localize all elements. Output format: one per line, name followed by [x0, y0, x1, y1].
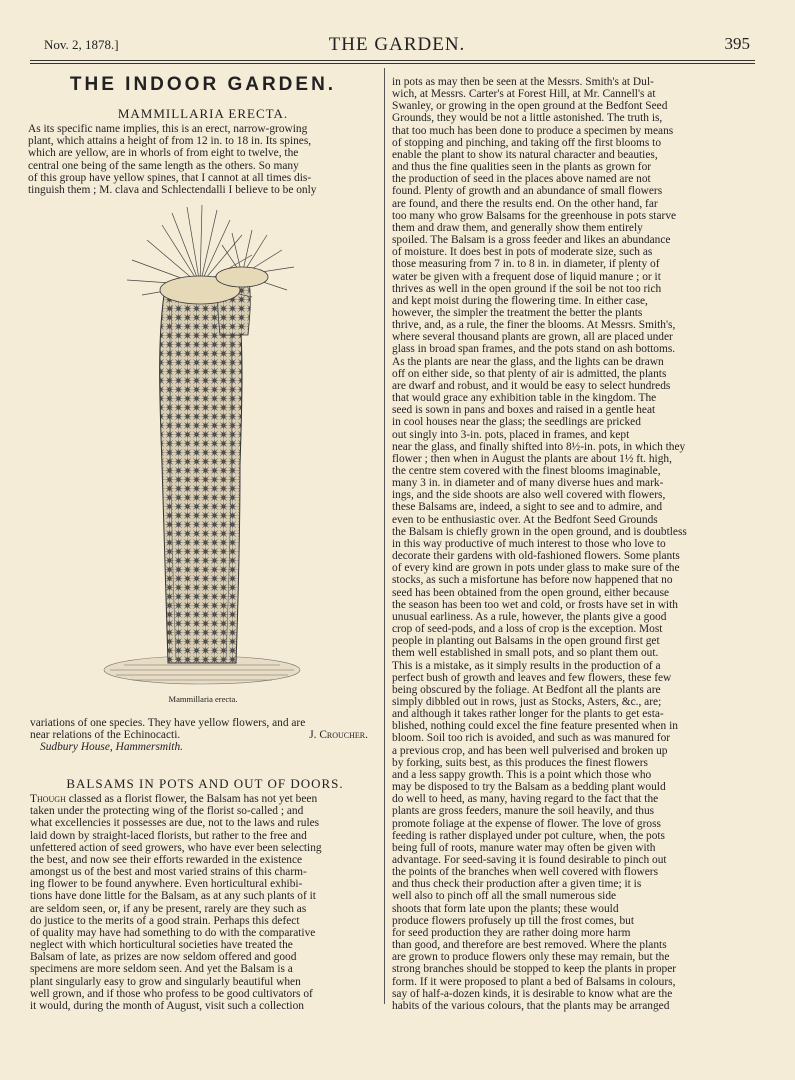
body-line: what excellencies it possesses are due, not to the laws and rules — [30, 817, 320, 830]
article-mammillaria-end — [30, 717, 378, 753]
body-line: and kept moist during the flowering time. In either case, — [392, 294, 648, 307]
body-line: amongst us of the best and most varied strains of this charm- — [30, 866, 307, 879]
body-line: near relations of the Echinocacti. — [30, 729, 181, 742]
body-line: Swanley, or growing in the open ground at the Bedfont Seed — [392, 100, 668, 113]
body-line: the season has been too wet and cold, or frosts have set in with — [392, 598, 678, 611]
body-line: simply dibbled out in rows, just as Stocks, Asters, &c., are; — [392, 695, 662, 708]
body-line: do justice to the merits of a good strain. Perhaps this defect — [30, 914, 300, 927]
body-line: than good, and therefore are best removed. Where the plants — [392, 939, 667, 952]
body-line: plant singularly easy to grow and singularly beautiful when — [30, 975, 301, 988]
body-line: strong branches should be stopped to keep the plants in proper — [392, 963, 677, 976]
body-line: crop of seed-pods, and a loss of crop is the exception. Most — [392, 623, 663, 636]
body-line: that too much has been done to produce a specimen by means — [392, 124, 674, 137]
body-line: variations of one species. They have yellow flowers, and are — [30, 717, 306, 729]
article-heading: BALSAMS IN POTS AND OUT OF DOORS. — [66, 776, 344, 791]
body-line: decorate their gardens with old-fashioned flowers. Some plants — [392, 550, 680, 563]
page-header — [44, 34, 750, 58]
body-line: well also to pinch off all the small numerous side — [392, 890, 617, 903]
body-line: may be disposed to try the Balsam as a bedding plant would — [392, 781, 666, 794]
body-line: well grown, and if those who profess to be good cultivators of — [30, 987, 313, 1000]
body-line: the points of the branches when well covered with flowers — [392, 866, 659, 879]
body-line: wich, at Messrs. Carter's at Forest Hill, at Mr. Cannell's at — [392, 88, 656, 101]
body-line: a previous crop, and has been well pulverised and broken up — [392, 744, 668, 757]
body-line: spoiled. The Balsam is a gross feeder and likes an abundance — [392, 234, 671, 247]
body-line: them well established in small pots, and so plant them out. — [392, 647, 659, 660]
body-line: bloom. Soil too rich is avoided, and such as was manured for — [392, 732, 671, 745]
body-line: are found, and there the results end. On the other hand, far — [392, 197, 658, 210]
body-line: unfettered action of seed growers, who have ever been selecting — [30, 841, 322, 854]
body-line: the best, and now see their efforts rewarded in the existence — [30, 853, 303, 866]
body-line: Grounds, they would be not a little astonished. The truth is, — [392, 112, 663, 125]
body-line: even to be enthusiastic over. At the Bedfont Seed Grounds — [392, 513, 658, 526]
body-line: near the glass, and finally shifted into 8½-in. pots, in which they — [392, 440, 686, 453]
body-line: taken under the protecting wing of the florist so-called ; and — [30, 805, 304, 818]
body-line: specimens are more seldom seen. And yet the Balsam is a — [30, 963, 293, 976]
body-line: the production of seed in the places above named are not — [392, 173, 651, 186]
body-line: off on either side, so that plenty of air is admitted, the plants — [392, 367, 667, 380]
body-line: do well to heed, as many, having regard to the fact that the — [392, 793, 659, 806]
header-rule — [30, 60, 755, 61]
body-line: in pots as may then be seen at the Messrs. Smith's at Dul- — [392, 76, 654, 88]
body-line: say of half-a-dozen kinds, it is desirable to know what are the — [392, 987, 673, 1000]
body-line: being obscured by the foliage. At Bedfont all the plants are — [392, 683, 661, 696]
body-line: are seldom seen, or, if any be present, rarely are they such as — [30, 902, 307, 915]
body-line: enable the plant to show its natural character and beauties, — [392, 148, 658, 161]
article-balsams-continued — [392, 76, 744, 1012]
body-line: plants are gross feeders, manure the soil heavily, and thus — [392, 805, 655, 818]
body-line: in this way productive of much interest to those who love to — [392, 537, 666, 550]
body-line: tions have done little for the Balsam, as at any such plants of it — [30, 890, 316, 903]
body-line: are grown to produce flowers only these may remain, but the — [392, 951, 670, 964]
article-balsams — [30, 778, 380, 1012]
body-line: advantage. For seed-saving it is found desirable to pinch out — [392, 854, 667, 866]
body-line: shoots that form late upon the plants; these would — [392, 902, 619, 915]
body-line: in cool houses near the glass; the seedlings are pricked — [392, 416, 641, 429]
body-line: neglect with which horticultural societies have treated the — [30, 939, 293, 952]
body-line: them and draw them, and generally show them entirely — [392, 221, 643, 234]
body-line: This is a mistake, as it simply results in the production of a — [392, 659, 661, 672]
body-line: out singly into 3-in. pots, placed in frames, and kept — [392, 428, 630, 441]
body-line: As its specific name implies, this is an erect, narrow-growing — [28, 123, 308, 136]
body-line: and thus check their production after a given time; it is — [392, 878, 642, 891]
article-body — [30, 793, 380, 1012]
article-body — [28, 123, 378, 196]
body-line: ings, and the side shoots are also well covered with flowers, — [392, 489, 666, 502]
article-mammillaria — [28, 108, 378, 196]
section-title: THE INDOOR GARDEN. — [69, 74, 337, 95]
body-line: plant, which attains a height of from 12 in. to 18 in. Its spines, — [28, 135, 312, 148]
body-line: feeding is rather displayed under pot culture, when, the pots — [392, 829, 665, 842]
body-line: many 3 in. in diameter and of many diverse hues and mark- — [392, 477, 664, 490]
body-line: these Balsams are, indeed, a sight to see and to admire, and — [392, 501, 663, 514]
body-line: stocks, as such a misfortune has before now happened that no — [392, 574, 673, 587]
body-line: it would, during the month of August, visit such a collection — [30, 999, 304, 1012]
header-rule — [30, 63, 755, 64]
body-line: central one being of the same length as the others. So many — [28, 159, 299, 172]
body-line: Balsam of late, as prizes are now seldom offered and good — [30, 951, 297, 964]
page-number: 395 — [724, 34, 750, 53]
article-body — [392, 76, 744, 1012]
body-line: glass in broad span frames, and the pots stand on ash bottoms. — [392, 343, 676, 356]
body-line: unusual earliness. As a rule, however, the plants give a good — [392, 610, 667, 623]
body-line: and thus the fine qualities seen in the plants as grown for — [392, 161, 652, 174]
body-line: flower ; then when in August the plants are about 1½ ft. high, — [392, 452, 672, 465]
body-line: the centre stem covered with the finest blooms imaginable, — [392, 465, 661, 477]
body-line: ing flower to be found anywhere. Even horticultural exhibi- — [30, 878, 303, 891]
body-line: thrive, and, as a rule, the finer the blooms. At Messrs. Smith's, — [392, 319, 676, 332]
body-line: too many who grow Balsams for the greenhouse in pots starve — [392, 209, 677, 222]
author-place: Sudbury House, Hammersmith. — [40, 741, 184, 754]
body-line: and although it takes rather longer for the plants to get esta- — [392, 708, 664, 721]
body-line: that would grace any exhibition table in the kingdom. The — [392, 392, 657, 405]
body-line: form. If it were proposed to plant a bed of Balsams in colours, — [392, 975, 676, 988]
issue-date: Nov. 2, 1878.] — [44, 37, 119, 52]
body-line: are dwarf and robust, and it would be easy to select hundreds — [392, 379, 671, 392]
figure-caption: Mammillaria erecta. — [168, 694, 238, 704]
body-line: however, the simpler the treatment the better the plants — [392, 306, 643, 319]
body-line — [30, 793, 380, 805]
body-line: of moisture. It does best in pots of moderate size, such as — [392, 246, 653, 259]
body-line: found. Plenty of growth and an abundance of small flowers — [392, 185, 663, 198]
body-line: people in planting out Balsams in the open ground first get — [392, 635, 660, 648]
body-line: laid down by straight-laced florists, but rather to the free and — [30, 829, 307, 842]
body-line: seed has been obtained from the open ground, either because — [392, 586, 670, 599]
body-line: tinguish them ; M. clava and Schlectendalli I believe to be only — [28, 183, 317, 196]
body-line: for seed production they are rather doing more harm — [392, 926, 631, 939]
lead-word: Though — [30, 793, 66, 806]
body-line: of quality may have had something to do with the comparative — [30, 926, 316, 939]
body-line: of stopping and pinching, and taking off the first blooms to — [392, 136, 662, 149]
mammillaria-illustration — [102, 205, 302, 690]
body-line: those measuring from 7 in. to 8 in. in diameter, if plenty of — [392, 258, 660, 271]
body-line: water be given with a frequent dose of liquid manure ; or it — [392, 270, 661, 283]
body-line: promote foliage at the expense of flower. The love of gross — [392, 817, 661, 830]
body-line: which are yellow, are in whorls of from eight to twelve, the — [28, 147, 299, 160]
article-heading: MAMMILLARIA ERECTA. — [117, 106, 289, 121]
body-line: by forking, suits best, as this produces the finest flowers — [392, 756, 648, 769]
body-line: of every kind are grown in pots under glass to make sure of the — [392, 562, 680, 575]
body-line: the Balsam is chiefly grown in the open ground, and is doubtless — [392, 525, 687, 538]
body-line: perfect bush of growth and leaves and few flowers, these few — [392, 671, 672, 684]
body-line: produce flowers profusely up till the frost comes, but — [392, 914, 634, 927]
body-line: where several thousand plants are grown, all are placed under — [392, 331, 673, 344]
body-line: being full of roots, manure water may often be given with — [392, 841, 656, 854]
author-signature: J. Croucher. — [309, 729, 368, 742]
body-line: seed is sown in pans and boxes and raised in a gentle heat — [392, 404, 656, 417]
body-line-text: classed as a florist flower, the Balsam has not yet been — [65, 793, 318, 806]
body-line: habits of the various colours, that the plants may be arranged — [392, 999, 670, 1012]
journal-title: THE GARDEN. — [328, 34, 466, 55]
body-line: of this group have yellow spines, that I cannot at all times dis- — [28, 171, 312, 184]
body-line: thrives as well in the open ground if the soil be not too rich — [392, 282, 662, 295]
body-line: and a less sappy growth. This is a point which those who — [392, 768, 652, 781]
body-line: As the plants are near the glass, and the lights can be drawn — [392, 355, 664, 368]
body-line: blished, nothing could excel the fine feature presented when in — [392, 720, 678, 733]
column-divider — [384, 68, 385, 1004]
